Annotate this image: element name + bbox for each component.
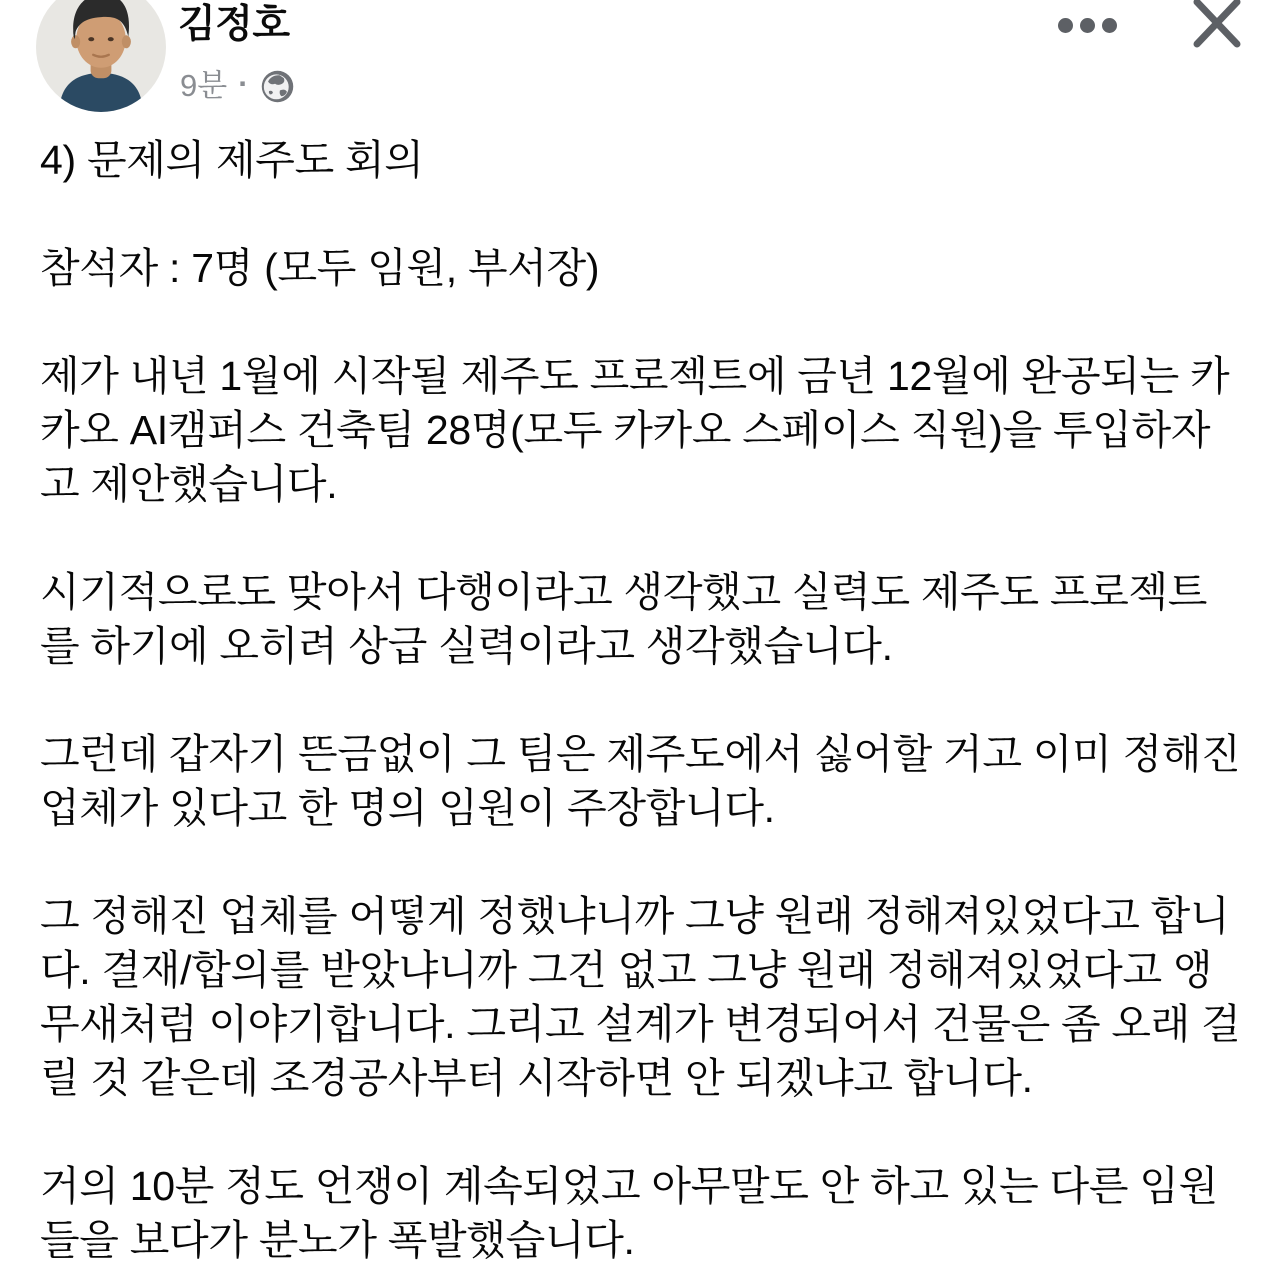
profile-avatar[interactable] — [36, 0, 166, 112]
post-paragraph: 시기적으로도 맞아서 다행이라고 생각했고 실력도 제주도 프로젝트를 하기에 오히려 상급 실력이라고 생각했습니다. — [40, 569, 1208, 669]
ellipsis-icon — [1058, 18, 1073, 33]
post-timestamp[interactable]: 9분 — [180, 68, 228, 103]
post-paragraph: 그런데 갑자기 뜬금없이 그 팀은 제주도에서 싫어할 거고 이미 정해진 업체가 있다고 한 명의 임원이 주장합니다. — [40, 731, 1241, 831]
post-paragraph: 참석자 : 7명 (모두 임원, 부서장) — [40, 245, 600, 291]
post-paragraph: 4) 문제의 제주도 회의 — [40, 137, 424, 183]
globe-icon — [260, 69, 295, 104]
author-name[interactable]: 김정호 — [178, 3, 290, 46]
post-menu-button[interactable] — [1054, 9, 1120, 41]
post-content — [40, 133, 1246, 1288]
meta-separator: · — [238, 66, 249, 101]
post-paragraph: 거의 10분 정도 언쟁이 계속되었고 아무말도 안 하고 있는 다른 임원들을 보다가 분노가 폭발했습니다. — [40, 1163, 1218, 1263]
ellipsis-icon — [1102, 18, 1117, 33]
close-icon — [1189, 0, 1245, 50]
post-paragraph: 제가 내년 1월에 시작될 제주도 프로젝트에 금년 12월에 완공되는 카카오 AI캠퍼스 건축팀 28명(모두 카카오 스페이스 직원)을 투입하자고 제안했습니다. — [40, 353, 1230, 507]
ellipsis-icon — [1080, 18, 1095, 33]
profile-photo — [36, 0, 166, 112]
close-button[interactable] — [1189, 0, 1245, 50]
post-meta — [180, 66, 295, 106]
post-paragraph: 그 정해진 업체를 어떻게 정했냐니까 그냥 원래 정해져있었다고 합니다. 결재/합의를 받았냐니까 그건 없고 그냥 원래 정해져있었다고 앵무새처럼 이야기합니다. 그리고 설계가 변경되어서 건물은 좀 오래 걸릴 것 같은데 조경공사부터 시작하면 안 되겠냐고 합니다. — [40, 893, 1241, 1101]
